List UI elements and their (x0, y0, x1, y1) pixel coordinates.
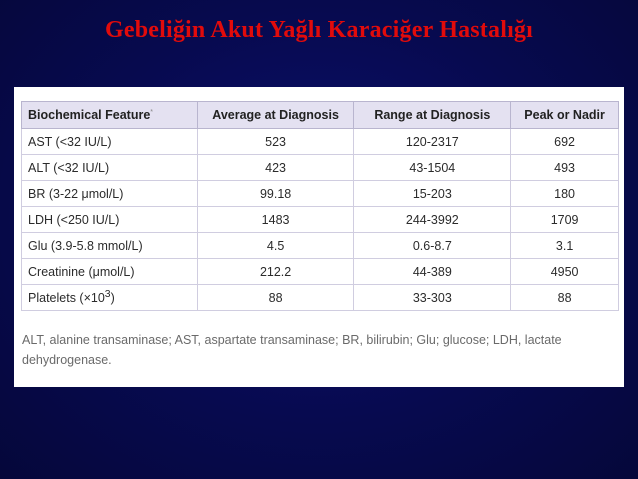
cell-peak: 3.1 (511, 233, 619, 259)
biochemical-table (21, 101, 619, 311)
cell-range: 15-203 (354, 181, 511, 207)
cell-peak: 692 (511, 129, 619, 155)
cell-range: 0.6-8.7 (354, 233, 511, 259)
cell-feature: Creatinine (μmol/L) (22, 259, 198, 285)
cell-average: 423 (197, 155, 354, 181)
cell-feature: AST (<32 IU/L) (22, 129, 198, 155)
cell-range: 43-1504 (354, 155, 511, 181)
cell-feature: Platelets $(\times 10^3)$ (22, 285, 198, 311)
table-panel (14, 87, 624, 387)
header-footnote-mark: * (150, 108, 153, 116)
cell-average: 88 (197, 285, 354, 311)
table-footnote: ALT, alanine transaminase; AST, aspartate transaminase; BR, bilirubin; Glu; glucose; LDH, lactate dehydrogenase. (22, 333, 562, 367)
cell-range: 120-2317 (354, 129, 511, 155)
cell-feature: ALT (<32 IU/L) (22, 155, 198, 181)
header-feature: Biochemical Feature* (22, 102, 198, 129)
table-row (22, 181, 619, 207)
cell-peak: 180 (511, 181, 619, 207)
cell-average: 99.18 (197, 181, 354, 207)
cell-average: 4.5 (197, 233, 354, 259)
slide-title: Gebeliğin Akut Yağlı Karaciğer Hastalığı (105, 17, 533, 43)
cell-average: 1483 (197, 207, 354, 233)
cell-average: 212.2 (197, 259, 354, 285)
cell-peak: 88 (511, 285, 619, 311)
cell-range: 33-303 (354, 285, 511, 311)
header-average: Average at Diagnosis (197, 102, 354, 129)
header-peak: Peak or Nadir (511, 102, 619, 129)
cell-feature: BR (3-22 μmol/L) (22, 181, 198, 207)
table-row (22, 259, 619, 285)
table-row (22, 285, 619, 311)
cell-range: 244-3992 (354, 207, 511, 233)
cell-peak: 4950 (511, 259, 619, 285)
table-row (22, 129, 619, 155)
header-range: Range at Diagnosis (354, 102, 511, 129)
cell-range: 44-389 (354, 259, 511, 285)
table-row (22, 155, 619, 181)
cell-feature: Glu (3.9-5.8 mmol/L) (22, 233, 198, 259)
cell-feature: LDH (<250 IU/L) (22, 207, 198, 233)
cell-peak: 493 (511, 155, 619, 181)
cell-average: 523 (197, 129, 354, 155)
cell-peak: 1709 (511, 207, 619, 233)
table-header-row (22, 102, 619, 129)
table-row (22, 233, 619, 259)
table-row (22, 207, 619, 233)
